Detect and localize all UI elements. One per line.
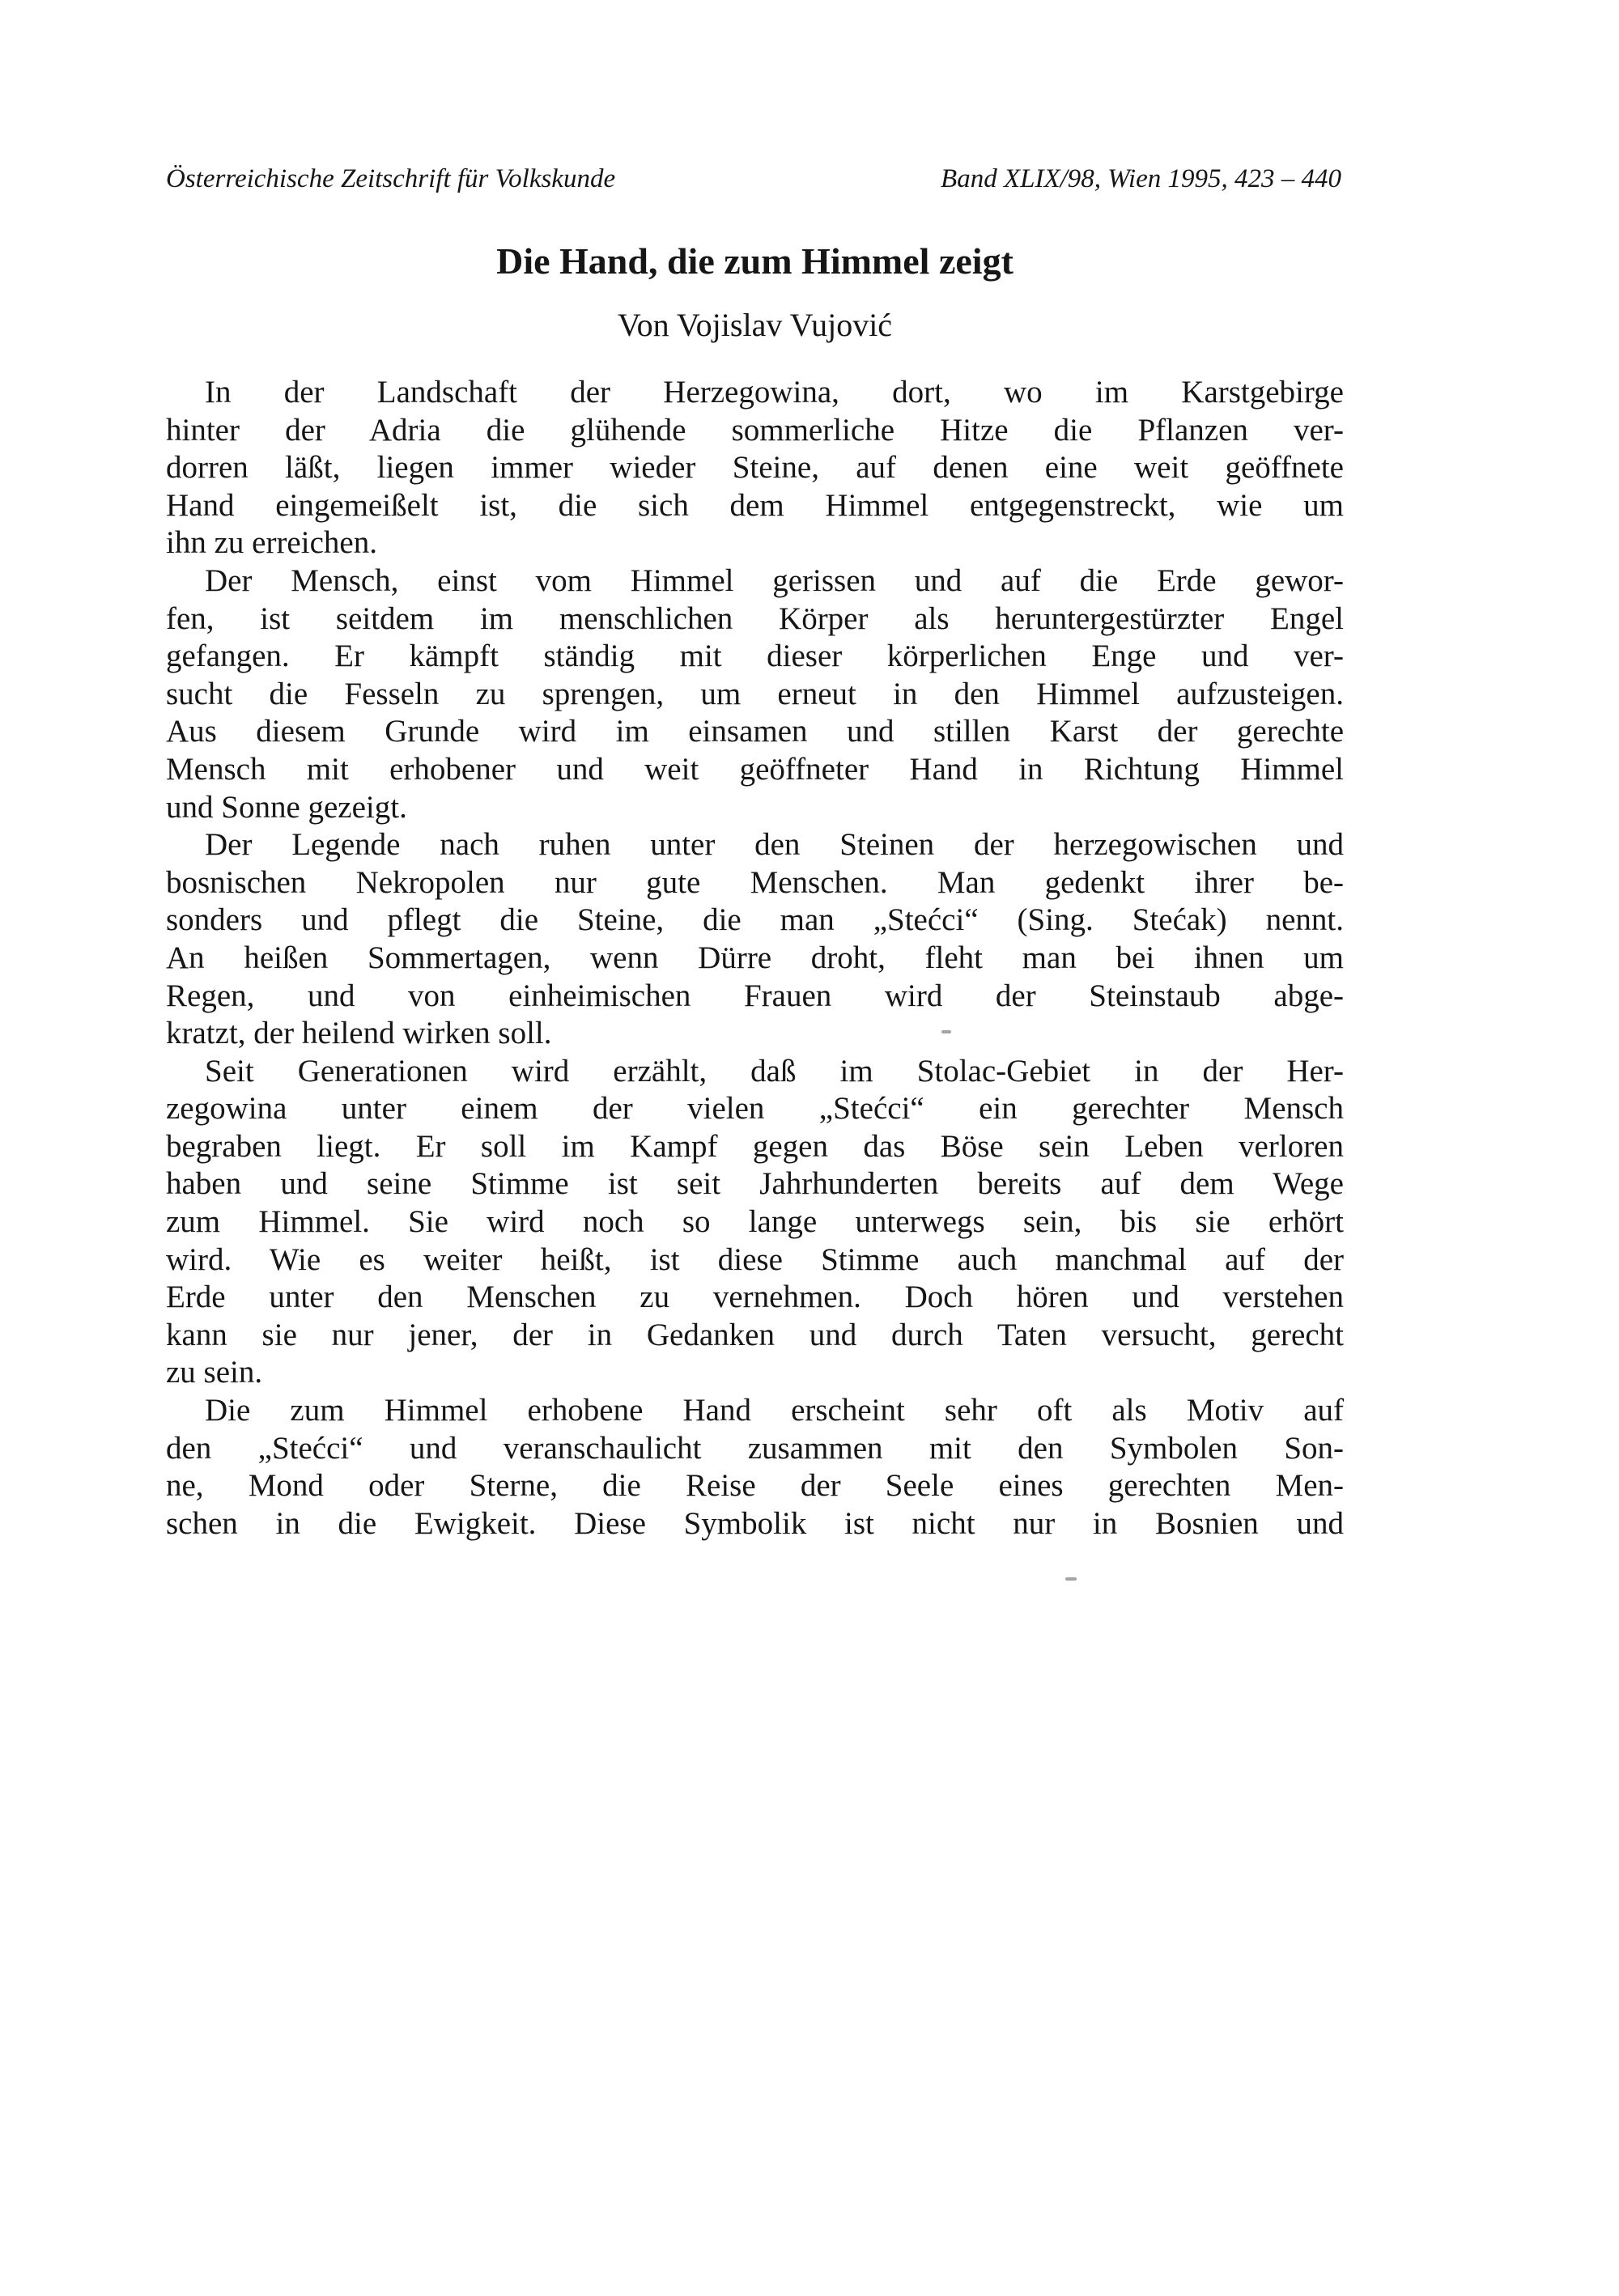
body-line: Mensch mit erhobener und weit geöffneter Hand in Richtung Himmel (166, 751, 1344, 787)
body-line: Aus diesem Grunde wird im einsamen und stillen Karst der gerechte (166, 714, 1344, 749)
article-author: Von Vojislav Vujović (617, 307, 893, 343)
scan-artifact (1065, 1577, 1077, 1581)
issue-info: Band XLIX/98, Wien 1995, 423 – 440 (941, 164, 1341, 193)
body-line: begraben liegt. Er soll im Kampf gegen das Böse sein Leben verloren (166, 1128, 1344, 1164)
body-line: In der Landschaft der Herzegowina, dort, wo im Karstgebirge (205, 375, 1344, 410)
paragraph (166, 562, 1344, 826)
paragraph (166, 826, 1344, 1053)
body-line: zegowina unter einem der vielen „Stećci“ ein gerechter Mensch (166, 1091, 1344, 1127)
body-line: hinter der Adria die glühende sommerliche Hitze die Pflanzen ver- (166, 412, 1344, 448)
body-line: bosnischen Nekropolen nur gute Menschen. Man gedenkt ihrer be- (166, 864, 1344, 900)
paragraph (166, 1392, 1344, 1543)
paragraph (166, 374, 1344, 562)
body-line: Hand eingemeißelt ist, die sich dem Himmel entgegenstreckt, wie um (166, 487, 1344, 523)
body-line: sucht die Fesseln zu sprengen, um erneut in den Himmel aufzusteigen. (166, 676, 1344, 711)
body-line: An heißen Sommertagen, wenn Dürre droht, fleht man bei ihnen um (166, 940, 1344, 975)
body-line: fen, ist seitdem im menschlichen Körper als heruntergestürzter Engel (166, 601, 1344, 636)
paragraph (166, 1053, 1344, 1392)
running-head (166, 163, 1341, 195)
body-line: Regen, und von einheimischen Frauen wird der Steinstaub abge- (166, 978, 1344, 1013)
body-line: den „Stećci“ und veranschaulicht zusammen mit den Symbolen Son- (166, 1430, 1344, 1466)
body-line: wird. Wie es weiter heißt, ist diese Stimme auch manchmal auf der (166, 1241, 1344, 1277)
body-line: dorren läßt, liegen immer wieder Steine, auf denen eine weit geöffnete (166, 450, 1344, 486)
body-line: Seit Generationen wird erzählt, daß im Stolac-Gebiet in der Her- (205, 1053, 1344, 1089)
body-line: Der Mensch, einst vom Himmel gerissen und auf die Erde gewor- (205, 562, 1344, 598)
body-line: haben und seine Stimme ist seit Jahrhunderten bereits auf dem Wege (166, 1166, 1344, 1202)
body-line: Der Legende nach ruhen unter den Steinen der herzegowischen und (205, 827, 1344, 863)
body-line: ne, Mond oder Sterne, die Reise der Seele eines gerechten Men- (166, 1468, 1344, 1504)
scan-artifact (941, 1030, 951, 1033)
body-line: sonders und pflegt die Steine, die man „Stećci“ (Sing. Stećak) nennt. (166, 902, 1344, 938)
body-line: zum Himmel. Sie wird noch so lange unterwegs sein, bis sie erhört (166, 1204, 1344, 1240)
article-title: Die Hand, die zum Himmel zeigt (496, 240, 1013, 282)
body-line: schen in die Ewigkeit. Diese Symbolik ist nicht nur in Bosnien und (166, 1505, 1344, 1541)
body-line: ihn zu erreichen. (166, 525, 377, 561)
body-line: Die zum Himmel erhobene Hand erscheint sehr oft als Motiv auf (205, 1393, 1344, 1428)
body-line: kann sie nur jener, der in Gedanken und durch Taten versucht, gerecht (166, 1317, 1344, 1352)
body-line: und Sonne gezeigt. (166, 789, 407, 825)
journal-name: Österreichische Zeitschrift für Volkskunde (166, 164, 616, 193)
body-line: Erde unter den Menschen zu vernehmen. Doch hören und verstehen (166, 1280, 1344, 1315)
body-line: kratzt, der heilend wirken soll. (166, 1016, 552, 1051)
article-body (166, 374, 1344, 1543)
body-line: gefangen. Er kämpft ständig mit dieser körperlichen Enge und ver- (166, 639, 1344, 674)
body-line: zu sein. (166, 1355, 263, 1390)
